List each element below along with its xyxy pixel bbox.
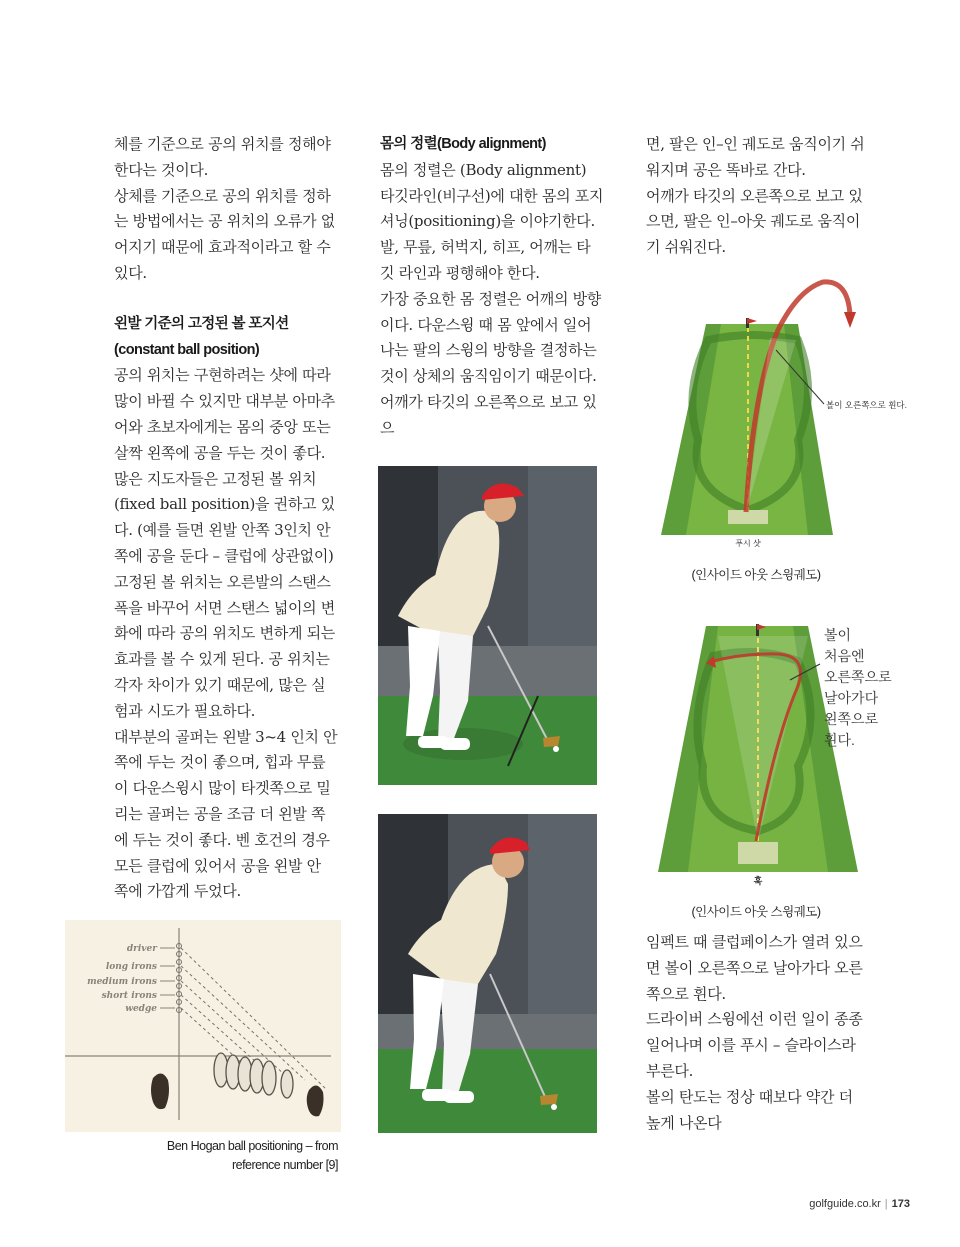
paragraph: 어깨가 타깃의 오른쪽으로 보고 있으 (380, 392, 597, 437)
paragraph: 공의 위치는 구현하려는 샷에 따라 많이 바뀔 수 있지만 대부분 아마추어와 초보자에게는 몸의 중앙 또는 살짝 왼쪽에 공을 두는 것이 좋다. (114, 366, 336, 462)
hogan-ball-position-illustration (65, 920, 341, 1132)
diagram-bottom-label: 훅 (753, 876, 763, 886)
section-heading: 왼발 기준의 고정된 볼 포지션 (114, 315, 289, 332)
diagram-callout: 볼이 오른쪽으로 휜다. (826, 400, 907, 410)
golfer-address-photo-2 (378, 814, 597, 1133)
paragraph: 많은 지도자들은 고정된 볼 위치(fixed ball position)을 권하고 있다. (예를 들면 왼발 안쪽 3인치 안쪽에 공을 둔다 – 클럽에 상관없이) 고정된 볼 위치는 오른발의 스탠스 폭을 바꾸어 서면 스탠스 넓이의 변화에 따라 공의 위치도 변하게 되는 효과를 볼 수 있게 된다. 공 위치는 각자 차이가 있기 때문에, 많은 실험과 시도가 필요하다. (114, 469, 336, 720)
golfer-address-photo-1 (378, 466, 597, 785)
club-label: short irons (101, 991, 157, 1001)
section-heading: 몸의 정렬(Body alignment) (380, 136, 546, 152)
swing-path-diagram-push (658, 270, 907, 555)
column-1 (114, 132, 338, 905)
club-label: wedge (125, 1004, 157, 1014)
club-label: medium irons (87, 977, 157, 987)
caption-line: Ben Hogan ball positioning – from (166, 1139, 338, 1153)
diagram-callout-line: 휜다. (824, 732, 855, 748)
club-label: driver (126, 944, 157, 954)
paragraph: 상체를 기준으로 공의 위치를 정하는 방법에서는 공 위치의 오류가 없어지기 때문에 효과적이라고 할 수 있다. (114, 186, 336, 282)
swing-path-diagram-hook (658, 616, 898, 888)
page-footer: golfguide.co.kr | 173 (809, 1198, 910, 1210)
column-3-bottom (646, 930, 870, 1136)
diagram-callout-line: 볼이 (824, 627, 852, 643)
diagram-callout-line: 오른쪽으로 (824, 669, 892, 685)
diagram-caption: (인사이드 아웃 스윙궤도) (691, 568, 821, 582)
svg-text:볼이 처음엔 오른쪽으로 (824, 627, 896, 748)
illustration-caption (100, 1137, 338, 1175)
page-number: 173 (891, 1198, 910, 1210)
paragraph: 어깨가 타깃의 오른쪽으로 보고 있으면, 팔은 인–아웃 궤도로 움직이기 쉬워진다. (646, 186, 863, 257)
column-3 (646, 132, 870, 261)
paragraph: 드라이버 스윙에선 이런 일이 종종 일어나며 이를 푸시 – 슬라이스라 부른다. (646, 1010, 863, 1080)
paragraph: 면, 팔은 인–인 궤도로 움직이기 쉬워지며 공은 똑바로 간다. (646, 135, 865, 179)
diagram-callout-line: 날아가다 (824, 690, 879, 706)
diagram-callout-line: 처음엔 (824, 648, 865, 664)
paragraph: 대부분의 골퍼는 왼발 3~4 인치 안쪽에 두는 것이 좋으며, 힙과 무릎이 다운스윙시 많이 타겟쪽으로 밀리는 골퍼는 공을 조금 더 왼발 쪽에 두는 것이 좋다. 벤 호건의 경우 모든 클럽에 있어서 공을 왼발 안 쪽에 가깝게 두었다. (114, 727, 338, 901)
paragraph: 가장 중요한 몸 정렬은 어깨의 방향이다. 다운스윙 때 몸 앞에서 일어나는 팔의 스윙의 방향을 결정하는 것이 상체의 움직임이기 때문이다. (380, 289, 602, 386)
caption-line: reference number [9] (231, 1158, 338, 1172)
paragraph: 볼의 탄도는 정상 때보다 약간 더 높게 나온다 (646, 1087, 853, 1132)
site-name: golfguide.co.kr (809, 1198, 881, 1210)
diagram-caption: (인사이드 아웃 스윙궤도) (691, 905, 821, 919)
club-label: long irons (105, 962, 157, 972)
section-heading-sub: (constant ball position) (114, 341, 260, 358)
paragraph: 체를 기준으로 공의 위치를 정해야 한다는 것이다. (114, 135, 331, 179)
diagram-callout-line: 왼쪽으로 (824, 711, 879, 727)
paragraph: 몸의 정렬은 (Body alignment) 타깃라인(비구선)에 대한 몸의 포지셔닝(positioning)을 이야기한다. 발, 무릎, 허벅지, 히프, 어깨는 타깃 라인과 평행해야 한다. (380, 160, 604, 282)
column-2 (380, 132, 604, 442)
paragraph: 임펙트 때 클럽페이스가 열려 있으면 볼이 오른쪽으로 날아가다 오른쪽으로 휜다. (646, 933, 863, 1003)
diagram-bottom-label: 푸시 샷 (735, 539, 761, 548)
